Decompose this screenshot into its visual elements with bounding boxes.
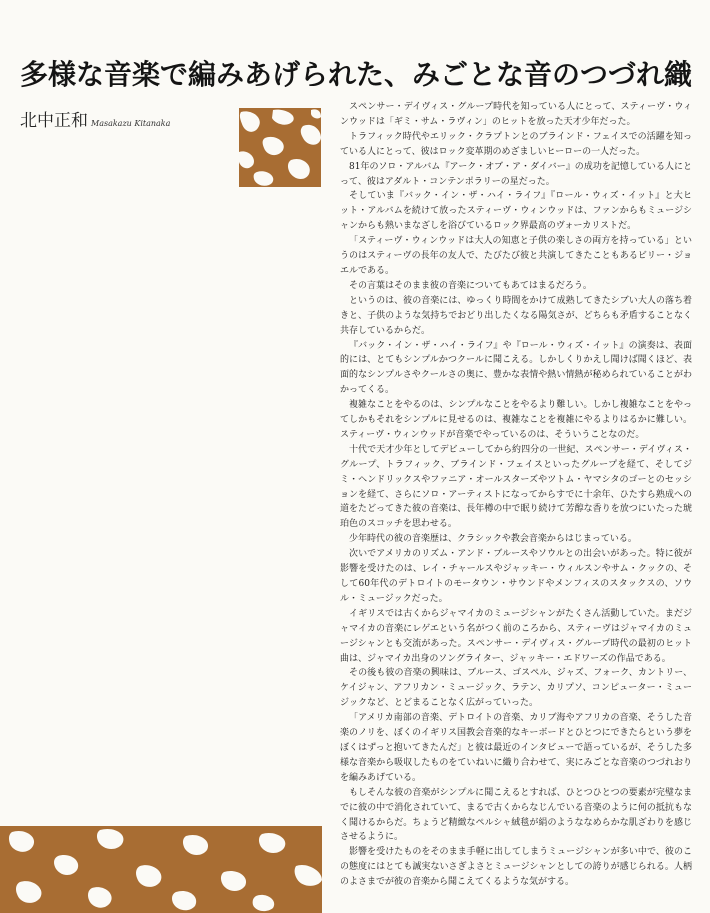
- body-paragraph: 「アメリカ南部の音楽、デトロイトの音楽、カリブ海やアフリカの音楽、そうした音楽のノリを、ぼくのイギリス国教会音楽的なキーボードとひとつにできたらという夢をぼくはずっと抱いてきたんだ」と彼は最近のインタビューで語っているが、そうした多様な音楽から吸収したものをていねいに織り合わせて、実にみごとな音楽のつづれおりを編みあげている。: [340, 713, 692, 783]
- body-paragraph: その言葉はそのまま彼の音楽についてもあてはまるだろう。: [349, 280, 592, 291]
- body-paragraph: 影響を受けたものをそのまま手軽に出してしまうミュージシャンが多い中で、彼のこの態度にはとても誠実ないさぎよさとミュージシャンとしての誇りが感じられる。人柄のよさまでが彼の音楽から聞こえてくるような気がする。: [340, 847, 692, 888]
- body-paragraph: スペンサー・デイヴィス・グループ時代を知っている人にとって、スティーヴ・ウィンウッドは「ギミ・サム・ラヴィン」のヒットを放った天才少年だった。: [340, 102, 692, 127]
- article-body: [340, 100, 692, 890]
- byline: [20, 106, 170, 131]
- body-paragraph: そしていま『バック・イン・ザ・ハイ・ライフ』『ロール・ウィズ・イット』と大ヒット・アルバムを続けて放ったスティーヴ・ウィンウッドは、ファンからもミュージシャンからも熱いまなざしを浴びているロック界最高のヴォーカリストだ。: [340, 191, 692, 232]
- body-paragraph: トラフィック時代やエリック・クラプトンとのブラインド・フェイスでの活躍を知っている人にとって、彼はロック変革期のめざましいヒーローの一人だった。: [340, 131, 692, 157]
- author-name: 北中正和: [20, 111, 88, 131]
- body-paragraph: というのは、彼の音楽には、ゆっくり時間をかけて成熟してきたシブい大人の落ち着きと、子供のような気持ちでおどり出したくなる陽気さが、どちらも矛盾することなく共存しているからだ。: [340, 295, 692, 336]
- body-paragraph: 『バック・イン・ザ・ハイ・ライフ』や『ロール・ウィズ・イット』の演奏は、表面的には、とてもシンプルかつクールに聞こえる。しかしくりかえし聞けば聞くほど、表面的なシンプルさやクールさの奥に、豊かな表情や熱い情熱が秘められていることがわかってくる。: [340, 340, 692, 396]
- page-title: 多様な音楽で編みあげられた、みごとな音のつづれ織: [20, 58, 693, 91]
- body-paragraph: 複雑なことをやるのは、シンプルなことをやるより難しい。しかし複雑なことをやってしかもそれをシンプルに見せるのは、複雑なことを複雑にやるよりはるかに難しい。スティーヴ・ウィンウッドが音楽でやっているのは、そういうことなのだ。: [340, 400, 692, 440]
- body-paragraph: 少年時代の彼の音楽歴は、クラシックや教会音楽からはじまっている。: [349, 534, 637, 545]
- body-paragraph: 「スティーヴ・ウィンウッドは大人の知恵と子供の楽しさの両方を持っている」というのはスティーヴの長年の友人で、たびたび彼と共演してきたこともあるビリー・ジョエルである。: [340, 236, 692, 276]
- body-paragraph: 次いでアメリカのリズム・アンド・ブルースやソウルとの出会いがあった。特に彼が影響を受けたのは、レイ・チャールスやジャッキー・ウィルスンやサム・クックの、そして60年代のデトロイトのモータウン・サウンドやメンフィスのスタックスの、ソウル・ミュージックだった。: [340, 549, 692, 604]
- body-paragraph: 十代で天才少年としてデビューしてから約四分の一世紀、スペンサー・デイヴィス・グループ、トラフィック、ブラインド・フェイスといったグループを経て、そしてジミ・ヘンドリックスやファニア・オールスターズやツトム・ヤマシタのゴーとのセッションを経て、さらにソロ・アーティストになってからすでに十余年、ひたすら熟成への道をたどってきた彼の音楽は、長年樽の中で眠り続けて芳醇な香りを放つにいたった琥珀色のスコッチを思わせる。: [340, 444, 692, 530]
- body-paragraph: イギリスでは古くからジャマイカのミュージシャンがたくさん活動していた。まだジャマイカの音楽にレゲエという名がつく前のころから、スティーヴはジャマイカのミュージシャンとも交流があった。スペンサー・デイヴィス・グループ時代の最初のヒット曲は、ジャマイカ出身のソングライター、ジャッキー・エドワーズの作品である。: [340, 608, 692, 664]
- decorative-pattern-top: [239, 108, 321, 187]
- author-romaji: Masakazu Kitanaka: [91, 119, 171, 128]
- body-paragraph: その後も彼の音楽の興味は、ブルース、ゴスペル、ジャズ、フォーク、カントリー、ケイジャン、アフリカン・ミュージック、ラテン、カリプソ、コンピューター・ミュージックなど、とどまることなく広がっていった。: [340, 668, 692, 709]
- decorative-pattern-bottom: [0, 826, 322, 913]
- body-paragraph: 81年のソロ・アルバム『アーク・オブ・ア・ダイバー』の成功を記憶している人にとって、彼はアダルト・コンテンポラリーの星だった。: [340, 161, 692, 187]
- body-paragraph: もしそんな彼の音楽がシンプルに聞こえるとすれば、ひとつひとつの要素が完璧なまでに彼の中で消化されていて、まるで古くからなじんでいる音楽のように何の抵抗もなく聞けるからだ。ちょうど精緻なペルシャ絨毯が絹のようななめらかな肌ざわりを感じさせるように。: [340, 787, 692, 843]
